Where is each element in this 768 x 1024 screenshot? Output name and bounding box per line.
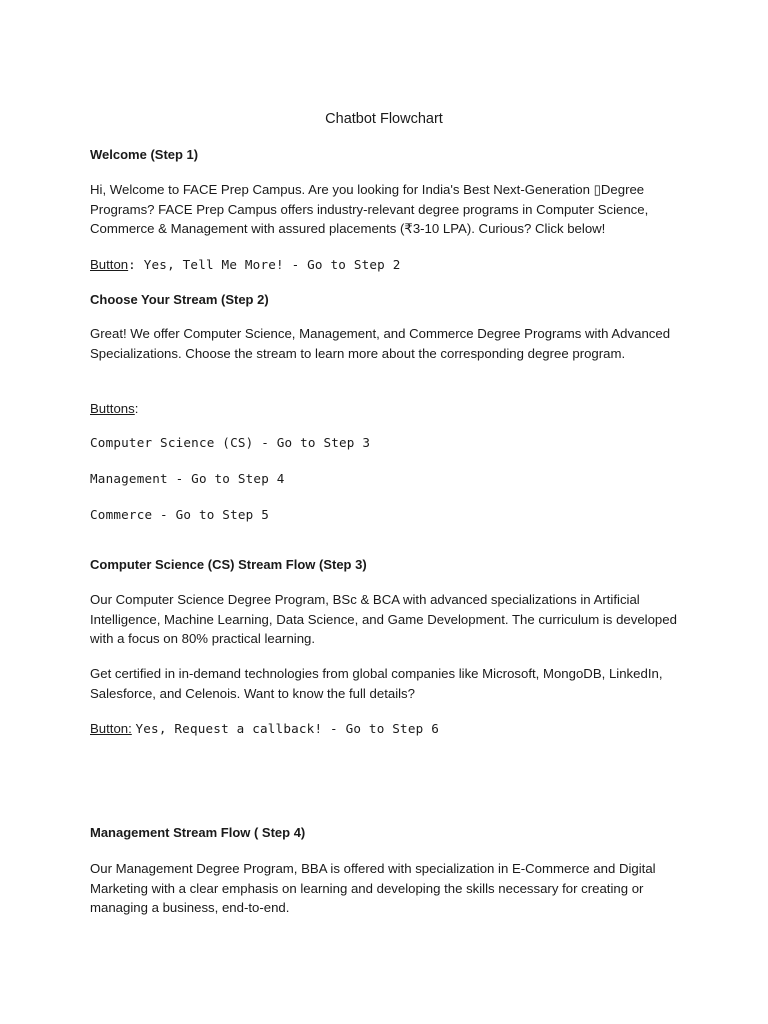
step2-heading: Choose Your Stream (Step 2)	[90, 292, 269, 307]
step1-button-line	[90, 255, 401, 274]
step1-button-label: Button	[90, 257, 129, 272]
step1-button-sep: :	[128, 257, 144, 272]
step4-heading: Management Stream Flow ( Step 4)	[90, 825, 306, 840]
step1-button[interactable]: Yes, Tell Me More! - Go to Step 2	[143, 257, 401, 272]
step1-body: Hi, Welcome to FACE Prep Campus. Are you looking for India's Best Next-Generation ▯Degree Programs? FACE Prep Campus offers industry-relevant degree programs in Computer Science, Commerce & Management with assured placements (₹3-10 LPA). Curious? Click below!	[90, 182, 649, 237]
step3-heading: Computer Science (CS) Stream Flow (Step 3)	[90, 557, 367, 572]
option-commerce-button[interactable]: Commerce - Go to Step 5	[90, 507, 269, 522]
step2-buttons-label: Buttons	[90, 401, 135, 416]
option-computer-science-button[interactable]: Computer Science (CS) - Go to Step 3	[90, 435, 371, 450]
option-management-button[interactable]: Management - Go to Step 4	[90, 471, 285, 486]
step3-button-label: Button:	[90, 721, 132, 736]
step2-buttons-line	[90, 399, 138, 418]
step4-body: Our Management Degree Program, BBA is offered with specialization in E-Commerce and Digital Marketing with a clear emphasis on learning and developing the skills necessary for creating or managing a business, end-to-end.	[90, 861, 656, 916]
step3-body-2: Get certified in in-demand technologies from global companies like Microsoft, MongoDB, LinkedIn, Salesforce, and Celenois. Want to know the full details?	[90, 666, 663, 701]
step3-button[interactable]: Yes, Request a callback! - Go to Step 6	[135, 721, 439, 736]
step2-body: Great! We offer Computer Science, Management, and Commerce Degree Programs with Advanced Specializations. Choose the stream to learn more about the corresponding degree program.	[90, 326, 671, 361]
step2-buttons-sep: :	[134, 401, 139, 416]
step3-button-line	[90, 719, 439, 738]
step3-body-1: Our Computer Science Degree Program, BSc & BCA with advanced specializations in Artificial Intelligence, Machine Learning, Data Science, and Game Development. The curriculum is developed with a focus on 80% practical learning.	[90, 592, 677, 647]
step1-heading: Welcome (Step 1)	[90, 147, 199, 162]
page-title: Chatbot Flowchart	[325, 111, 443, 127]
